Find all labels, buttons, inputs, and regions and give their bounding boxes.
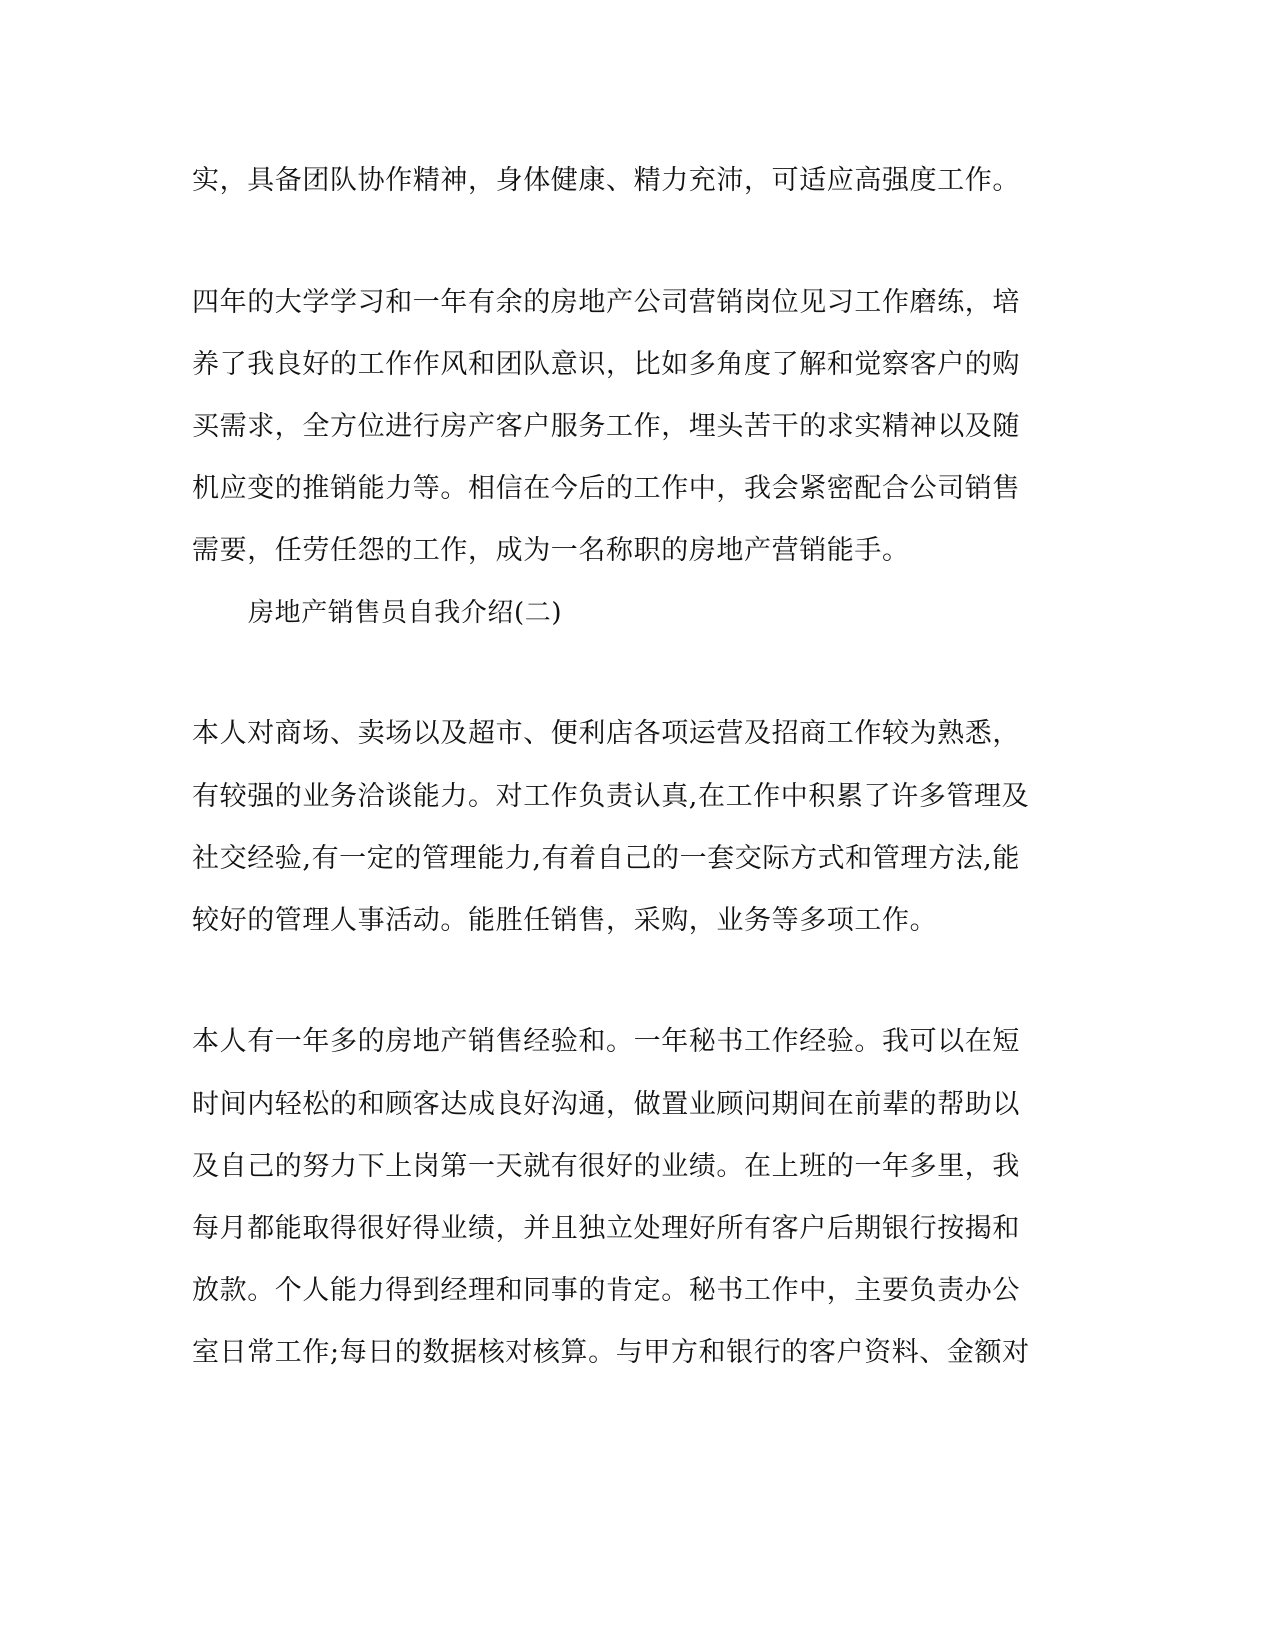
section-heading: 房地产销售员自我介绍(二) xyxy=(248,598,563,628)
text-line: 养了我良好的工作作风和团队意识，比如多角度了解和觉察客户的购 xyxy=(192,349,1020,380)
text-line: 放款。个人能力得到经理和同事的肯定。秘书工作中，主要负责办公 xyxy=(192,1275,1020,1306)
text-line: 较好的管理人事活动。能胜任销售，采购，业务等多项工作。 xyxy=(192,905,938,936)
text-line: 每月都能取得很好得业绩，并且独立处理好所有客户后期银行按揭和 xyxy=(192,1213,1020,1244)
text-line: 室日常工作;每日的数据核对核算。与甲方和银行的客户资料、金额对 xyxy=(192,1337,1030,1368)
text-line: 四年的大学学习和一年有余的房地产公司营销岗位见习工作磨练，培 xyxy=(192,287,1020,318)
text-line: 实，具备团队协作精神，身体健康、精力充沛，可适应高强度工作。 xyxy=(192,165,1020,196)
text-line: 时间内轻松的和顾客达成良好沟通，做置业顾问期间在前辈的帮助以 xyxy=(192,1089,1020,1120)
text-line: 买需求，全方位进行房产客户服务工作，埋头苦干的求实精神以及随 xyxy=(192,411,1020,442)
text-line: 本人有一年多的房地产销售经验和。一年秘书工作经验。我可以在短 xyxy=(192,1026,1020,1057)
text-line: 及自己的努力下上岗第一天就有很好的业绩。在上班的一年多里，我 xyxy=(192,1151,1020,1182)
text-line: 机应变的推销能力等。相信在今后的工作中，我会紧密配合公司销售 xyxy=(192,473,1020,504)
text-line: 需要，任劳任怨的工作，成为一名称职的房地产营销能手。 xyxy=(192,535,910,566)
text-line: 社交经验,有一定的管理能力,有着自己的一套交际方式和管理方法,能 xyxy=(192,843,1020,874)
text-line: 本人对商场、卖场以及超市、便利店各项运营及招商工作较为熟悉， xyxy=(192,718,1020,749)
text-line: 有较强的业务洽谈能力。对工作负责认真,在工作中积累了许多管理及 xyxy=(192,781,1030,812)
